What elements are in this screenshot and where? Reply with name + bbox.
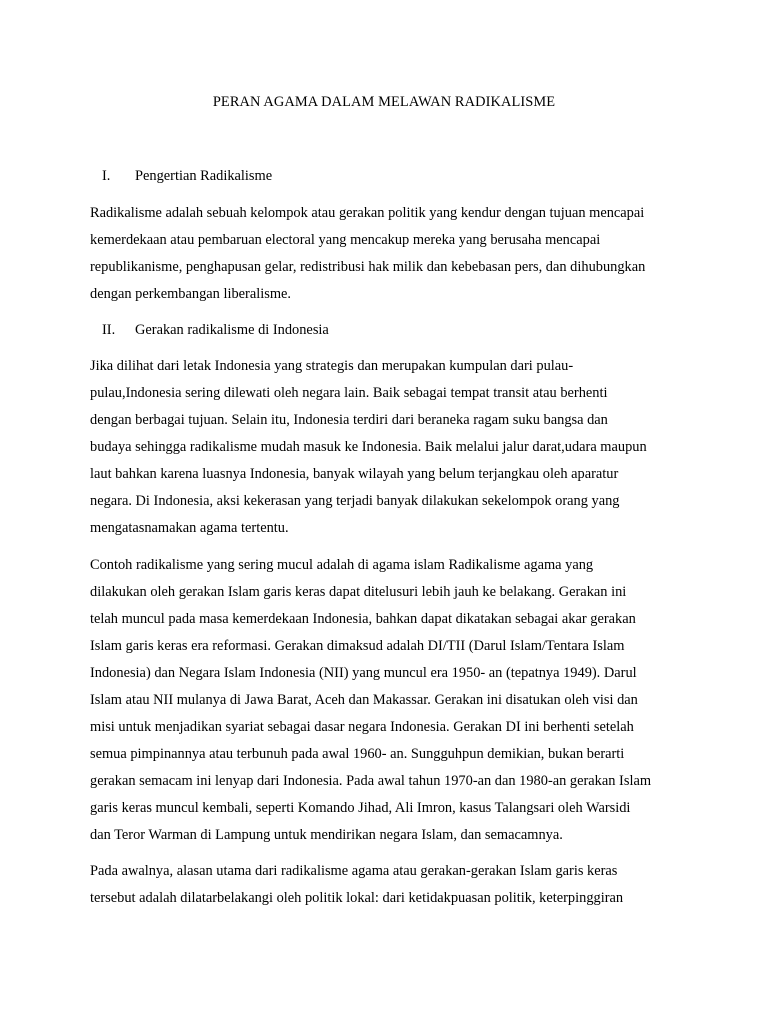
paragraph-line: tersebut adalah dilatarbelakangi oleh politik lokal: dari ketidakpuasan politik, keterpinggiran: [90, 890, 624, 906]
paragraph-line: dengan berbagai tujuan. Selain itu, Indonesia terdiri dari beraneka ragam suku bangsa dan: [90, 412, 608, 428]
section-heading-text: Pengertian Radikalisme: [135, 168, 273, 184]
paragraph-line: misi untuk menjadikan syariat sebagai dasar negara Indonesia. Gerakan DI ini berhenti setelah: [90, 719, 634, 735]
paragraph-line: Islam atau NII mulanya di Jawa Barat, Aceh dan Makassar. Gerakan ini disatukan oleh visi dan: [90, 692, 638, 708]
paragraph-line: Islam garis keras era reformasi. Gerakan dimaksud adalah DI/TII (Darul Islam/Tentara Islam: [90, 638, 625, 654]
section-heading-text: Gerakan radikalisme di Indonesia: [135, 322, 329, 338]
paragraph-examples: [90, 555, 680, 852]
paragraph-origins: [90, 861, 680, 915]
paragraph-line: laut bahkan karena luasnya Indonesia, banyak wilayah yang belum terjangkau oleh aparatur: [90, 466, 619, 482]
paragraph-line: pulau,Indonesia sering dilewati oleh negara lain. Baik sebagai tempat transit atau berhenti: [90, 385, 608, 401]
paragraph-line: mengatasnamakan agama tertentu.: [90, 520, 289, 536]
paragraph-line: budaya sehingga radikalisme mudah masuk ke Indonesia. Baik melalui jalur darat,udara maupun: [90, 439, 647, 455]
paragraph-line: Pada awalnya, alasan utama dari radikalisme agama atau gerakan-gerakan Islam garis keras: [90, 863, 618, 879]
paragraph-line: garis keras muncul kembali, seperti Komando Jihad, Ali Imron, kasus Talangsari oleh Warsidi: [90, 800, 631, 816]
document-title: PERAN AGAMA DALAM MELAWAN RADIKALISME: [212, 94, 556, 110]
paragraph-line: republikanisme, penghapusan gelar, redistribusi hak milik dan kebebasan pers, dan dihubungkan: [90, 259, 646, 275]
paragraph-line: Contoh radikalisme yang sering mucul adalah di agama islam Radikalisme agama yang: [90, 557, 594, 573]
paragraph-geography: [90, 356, 680, 545]
paragraph-line: dilakukan oleh gerakan Islam garis keras dapat ditelusuri lebih jauh ke belakang. Gerakan ini: [90, 584, 627, 600]
paragraph-definition: [90, 203, 680, 311]
paragraph-line: kemerdekaan atau pembaruan electoral yang mencakup mereka yang berusaha mencapai: [90, 232, 601, 248]
paragraph-line: telah muncul pada masa kemerdekaan Indonesia, bahkan dapat dikatakan sebagai akar gerakan: [90, 611, 636, 627]
paragraph-line: dengan perkembangan liberalisme.: [90, 286, 291, 302]
section-number: I.: [102, 168, 111, 184]
paragraph-line: Radikalisme adalah sebuah kelompok atau gerakan politik yang kendur dengan tujuan mencapai: [90, 205, 645, 221]
paragraph-line: dan Teror Warman di Lampung untuk mendirikan negara Islam, dan semacamnya.: [90, 827, 563, 843]
paragraph-line: Jika dilihat dari letak Indonesia yang strategis dan merupakan kumpulan dari pulau-: [90, 358, 574, 374]
paragraph-line: gerakan semacam ini lenyap dari Indonesia. Pada awal tahun 1970-an dan 1980-an gerakan Islam: [90, 773, 652, 789]
paragraph-line: negara. Di Indonesia, aksi kekerasan yang terjadi banyak dilakukan sekelompok orang yang: [90, 493, 620, 509]
paragraph-line: Indonesia) dan Negara Islam Indonesia (NII) yang muncul era 1950- an (tepatnya 1949). Darul: [90, 665, 637, 681]
section-number: II.: [102, 322, 116, 338]
paragraph-line: semua pimpinannya atau terbunuh pada awal 1960- an. Sungguhpun demikian, bukan berarti: [90, 746, 625, 762]
